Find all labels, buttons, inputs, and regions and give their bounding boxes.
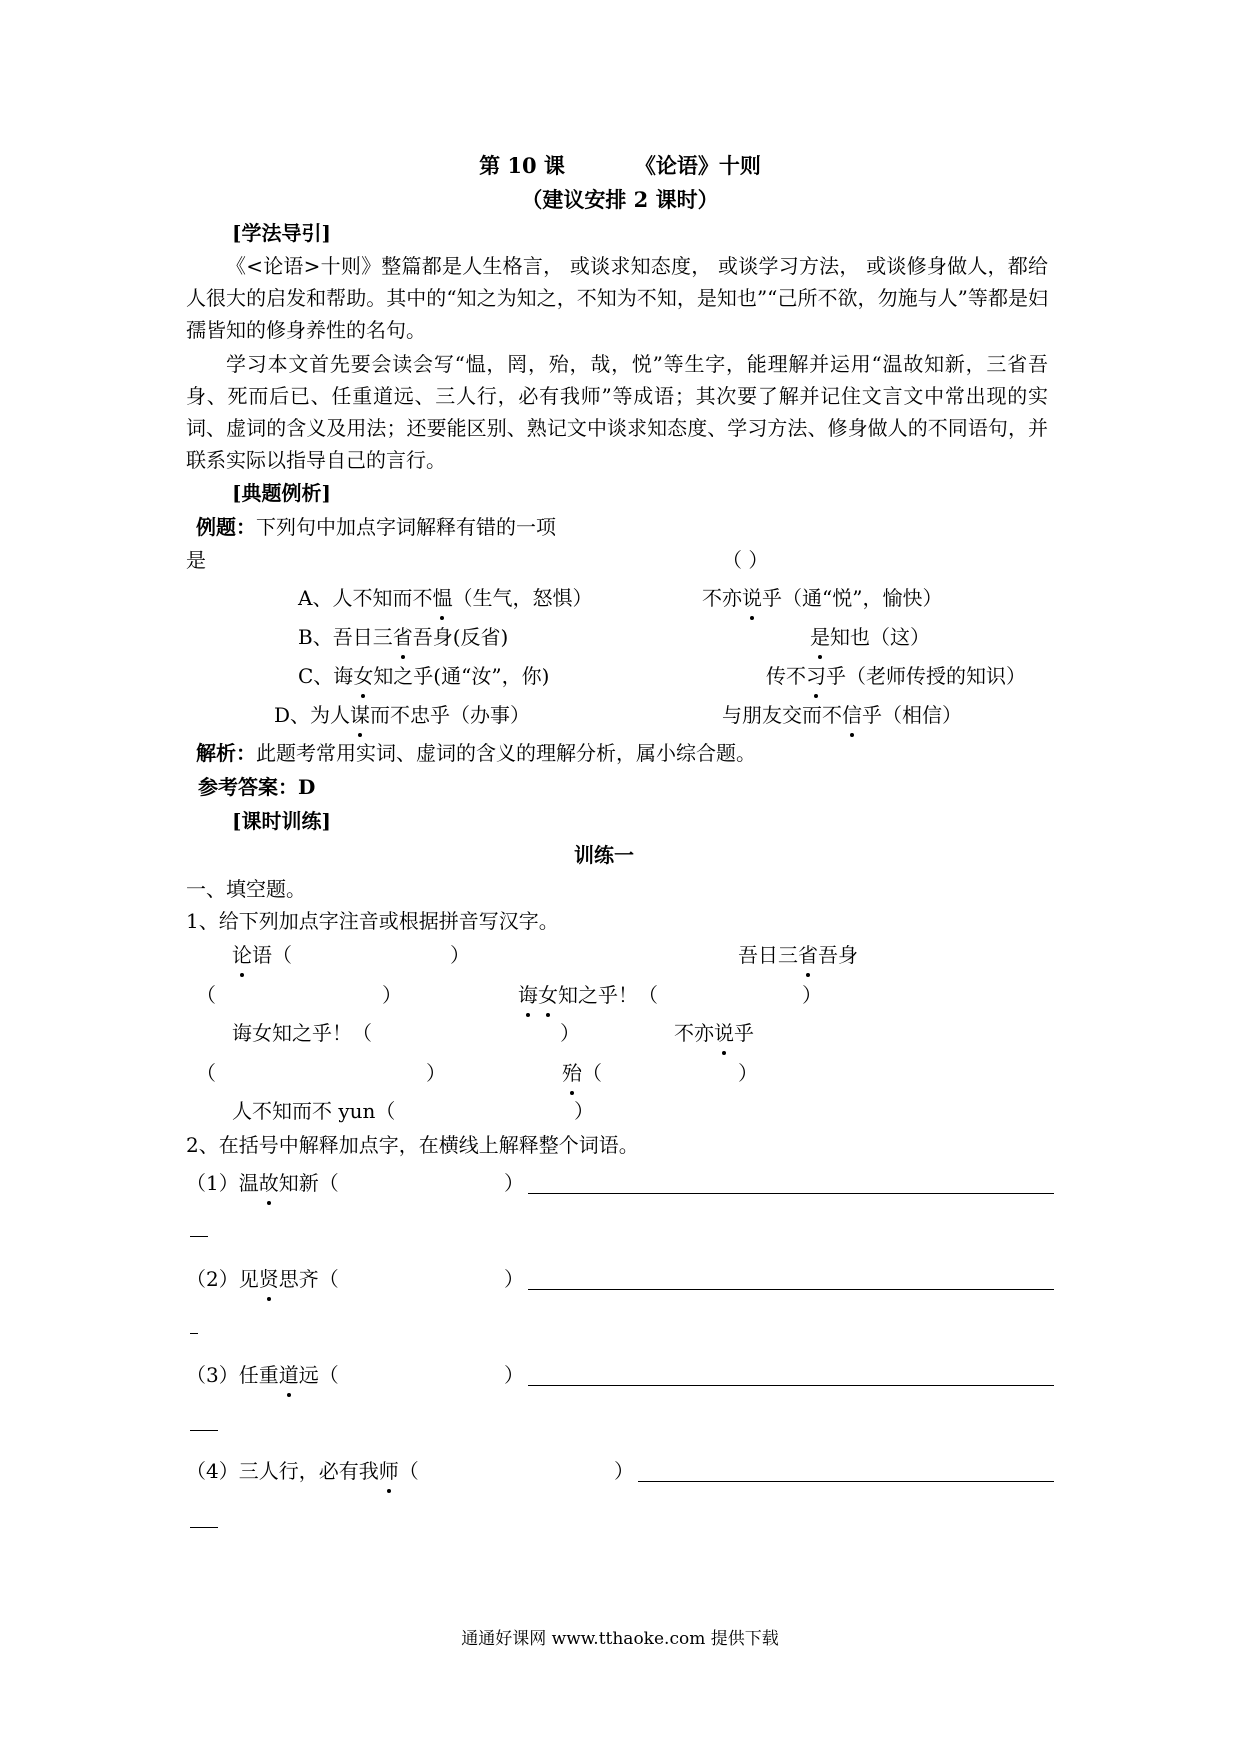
answer-label: 参考答案：	[198, 775, 298, 799]
q1-paren-close: ）	[574, 1099, 594, 1123]
question-2: 2、在括号中解释加点字，在横线上解释整个词语。	[186, 1133, 639, 1157]
analysis-label: 解析：	[196, 741, 256, 765]
q2-item-4: （4）三人行，必有我师（	[186, 1456, 419, 1486]
q1-paren-close: ）	[802, 983, 822, 1007]
guide-paragraph-2: 学习本文首先要会读会写“愠，罔，殆，哉，悦”等生字，能理解并运用“温故知新，三省吾身、死而后已、任重道远、三人行，必有我师”等成语；其次要了解并记住文言文中常出现的实词、虚词的含义及用法；还要能区别、熟记文中谈求知态度、学习方法、修身做人的不同语句，并联系实际以指导自己的言行。	[186, 352, 1048, 472]
q2-item-3: （3）任重道远（	[186, 1360, 339, 1390]
dotted-char: 说	[714, 1018, 734, 1048]
answer-line[interactable]	[528, 1193, 1054, 1194]
dotted-char: 殆	[562, 1058, 582, 1088]
q1-paren-close: ）	[560, 1021, 580, 1045]
q2-paren-close: ）	[504, 1171, 524, 1195]
dotted-char: 谋	[350, 700, 370, 730]
option-b-left: B、吾日三省吾身(反省)	[298, 622, 508, 652]
page-footer: 通通好课网 www.tthaoke.com 提供下载	[461, 1629, 779, 1649]
answer-value: D	[298, 775, 316, 799]
answer-line[interactable]	[528, 1289, 1054, 1290]
guide-paragraph-1: 《<论语>十则》整篇都是人生格言， 或谈求知态度， 或谈学习方法， 或谈修身做人，都给人很大的启发和帮助。其中的“知之为知之，不知为不知，是知也”“己所不欲，勿施与人”等都是妇孺皆知的修身养性的名句。	[186, 254, 1048, 342]
dotted-char: 省	[393, 622, 413, 652]
dotted-char: 是	[810, 622, 830, 652]
answer-line[interactable]	[528, 1385, 1054, 1386]
q1-paren-close: ）	[450, 943, 470, 967]
q2-item-2: （2）见贤思齐（	[186, 1264, 339, 1294]
dotted-char: 信	[842, 700, 862, 730]
answer-line[interactable]	[638, 1481, 1054, 1482]
answer-paren: （ ）	[722, 548, 769, 572]
training-heading: [课时训练]	[232, 809, 331, 833]
dotted-char: 女	[538, 980, 558, 1010]
q2-paren-close: ）	[504, 1267, 524, 1291]
answer-line-tail	[190, 1430, 218, 1431]
dotted-char: 女	[353, 661, 373, 691]
q1-item-dai: 殆（	[562, 1058, 602, 1088]
answer-line-tail	[190, 1527, 218, 1528]
q1-paren-close: ）	[738, 1061, 758, 1085]
q2-paren-close: ）	[614, 1459, 634, 1483]
dotted-char: 习	[806, 661, 826, 691]
dotted-char: 贤	[259, 1264, 279, 1294]
lesson-suggestion: （建议安排 2 课时）	[521, 187, 719, 212]
dotted-char: 道	[279, 1360, 299, 1390]
option-d-left: D、为人谋而不忠乎（办事）	[274, 700, 530, 730]
lesson-title: 《论语》十则	[634, 153, 761, 178]
example-question-label: 例题：	[196, 515, 256, 539]
option-a-left: A、人不知而不愠（生气，怒惧）	[298, 583, 592, 613]
q1-item-yun: 人不知而不 yun（	[232, 1099, 396, 1123]
q1-paren-close: ）	[426, 1061, 446, 1085]
dotted-char: 故	[259, 1168, 279, 1198]
dotted-char: 说	[742, 583, 762, 613]
q1-item-lunyu: 论语（	[232, 940, 292, 970]
dotted-char: 诲	[518, 980, 538, 1010]
example-heading: [典题例析]	[232, 481, 331, 505]
q1-paren-open: （	[196, 983, 216, 1007]
dotted-char: 论	[232, 940, 252, 970]
guide-heading: [学法导引]	[232, 221, 331, 245]
analysis-text: 此题考常用实词、虚词的含义的理解分析，属小综合题。	[256, 741, 756, 765]
option-b-right: 是知也（这）	[810, 622, 930, 652]
q1-item-huinv-2: 诲女知之乎！（	[232, 1021, 372, 1045]
answer-line-tail	[190, 1333, 198, 1334]
training-title: 训练一	[574, 843, 634, 867]
example-question	[196, 512, 556, 542]
section-fill-blank: 一、填空题。	[186, 877, 306, 901]
q1-item-huinv: 诲女知之乎！（	[518, 980, 658, 1010]
lesson-title-line	[0, 150, 1240, 180]
answer-line-tail	[190, 1236, 208, 1237]
q2-item-1: （1）温故知新（	[186, 1168, 339, 1198]
dotted-char: 愠	[432, 583, 452, 613]
example-analysis	[196, 738, 756, 768]
question-1: 1、给下列加点字注音或根据拼音写汉字。	[186, 909, 559, 933]
example-answer	[198, 772, 315, 802]
q1-paren-open: （	[196, 1061, 216, 1085]
q2-paren-close: ）	[504, 1363, 524, 1387]
option-c-right: 传不习乎（老师传授的知识）	[766, 661, 1026, 691]
option-a-right: 不亦说乎（通“悦”，愉快）	[702, 583, 942, 613]
lesson-number: 第 10 课	[479, 153, 565, 178]
q1-item-yue: 不亦说乎	[674, 1018, 754, 1048]
dotted-char: 师	[379, 1456, 399, 1486]
example-question-tail: 是	[186, 548, 206, 572]
example-question-text: 下列句中加点字词解释有错的一项	[256, 515, 556, 539]
dotted-char: 省	[798, 940, 818, 970]
option-d-right: 与朋友交而不信乎（相信）	[722, 700, 962, 730]
option-c-left: C、诲女知之乎(通“汝”，你)	[298, 661, 549, 691]
q1-item-sanxing: 吾日三省吾身	[738, 940, 858, 970]
q1-paren-close: ）	[382, 983, 402, 1007]
